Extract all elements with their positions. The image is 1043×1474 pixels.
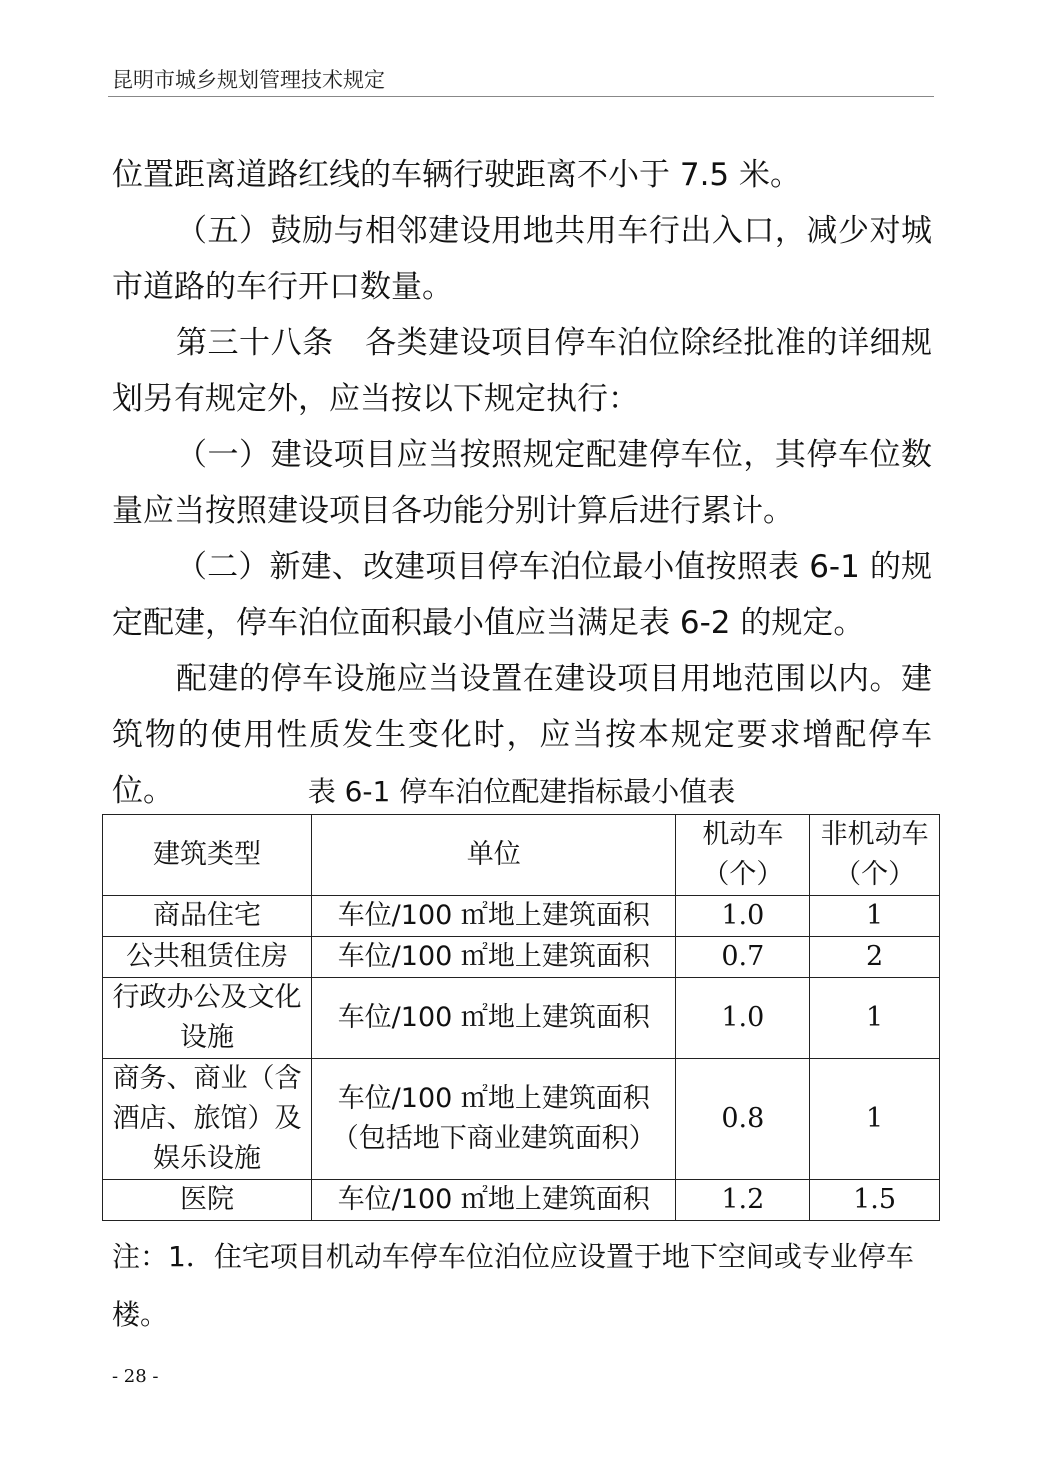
paragraph: （二）新建、改建项目停车泊位最小值按照表 6-1 的规定配建，停车泊位面积最小值应当满足表 6-2 的规定。	[112, 549, 932, 641]
table-cell: 1.0	[676, 896, 810, 937]
table-cell: 1.0	[676, 978, 810, 1059]
table-cell: 车位/100 ㎡地上建筑面积	[312, 1180, 676, 1221]
header-divider	[108, 96, 934, 97]
column-header: 单位	[312, 815, 676, 896]
table-cell: 商务、商业（含酒店、旅馆）及娱乐设施	[103, 1059, 312, 1180]
table-cell: 1	[810, 978, 940, 1059]
table-row	[103, 937, 940, 978]
table-cell: 2	[810, 937, 940, 978]
table-cell: 车位/100 ㎡地上建筑面积	[312, 896, 676, 937]
paragraph: （五）鼓励与相邻建设用地共用车行出入口，减少对城市道路的车行开口数量。	[112, 213, 932, 305]
table-cell: 医院	[103, 1180, 312, 1221]
table-row	[103, 896, 940, 937]
table-cell: 0.8	[676, 1059, 810, 1180]
table-cell: 车位/100 ㎡地上建筑面积	[312, 978, 676, 1059]
column-header: 建筑类型	[103, 815, 312, 896]
article-38: 第三十八条 各类建设项目停车泊位除经批准的详细规划另有规定外，应当按以下规定执行：	[112, 325, 932, 417]
running-header: 昆明市城乡规划管理技术规定	[112, 68, 385, 92]
table-cell: 公共租赁住房	[103, 937, 312, 978]
table-cell: 1.5	[810, 1180, 940, 1221]
page-number: - 28 -	[112, 1366, 159, 1387]
column-header: 非机动车（个）	[810, 815, 940, 896]
table-cell: 1.2	[676, 1180, 810, 1221]
table-row	[103, 1180, 940, 1221]
paragraph: 位置距离道路红线的车辆行驶距离不小于 7.5 米。	[112, 157, 802, 193]
table-cell: 1	[810, 1059, 940, 1180]
table-cell: 0.7	[676, 937, 810, 978]
parking-index-table	[102, 814, 940, 1221]
table-cell: 车位/100 ㎡地上建筑面积（包括地下商业建筑面积）	[312, 1059, 676, 1180]
table-row	[103, 1059, 940, 1180]
paragraph: （一）建设项目应当按照规定配建停车位，其停车位数量应当按照建设项目各功能分别计算后进行累计。	[112, 437, 932, 529]
table-row	[103, 978, 940, 1059]
table-header-row	[103, 815, 940, 896]
table-cell: 行政办公及文化设施	[103, 978, 312, 1059]
table-cell: 商品住宅	[103, 896, 312, 937]
column-header: 机动车（个）	[676, 815, 810, 896]
body-text	[112, 147, 932, 819]
table-cell: 车位/100 ㎡地上建筑面积	[312, 937, 676, 978]
table-cell: 1	[810, 896, 940, 937]
table-title: 表 6-1 停车泊位配建指标最小值表	[307, 775, 736, 808]
paragraph: 配建的停车设施应当设置在建设项目用地范围以内。建筑物的使用性质发生变化时，应当按本规定要求增配停车位。	[112, 661, 932, 809]
table-note: 注：1．住宅项目机动车停车位泊位应设置于地下空间或专业停车楼。	[112, 1240, 914, 1331]
